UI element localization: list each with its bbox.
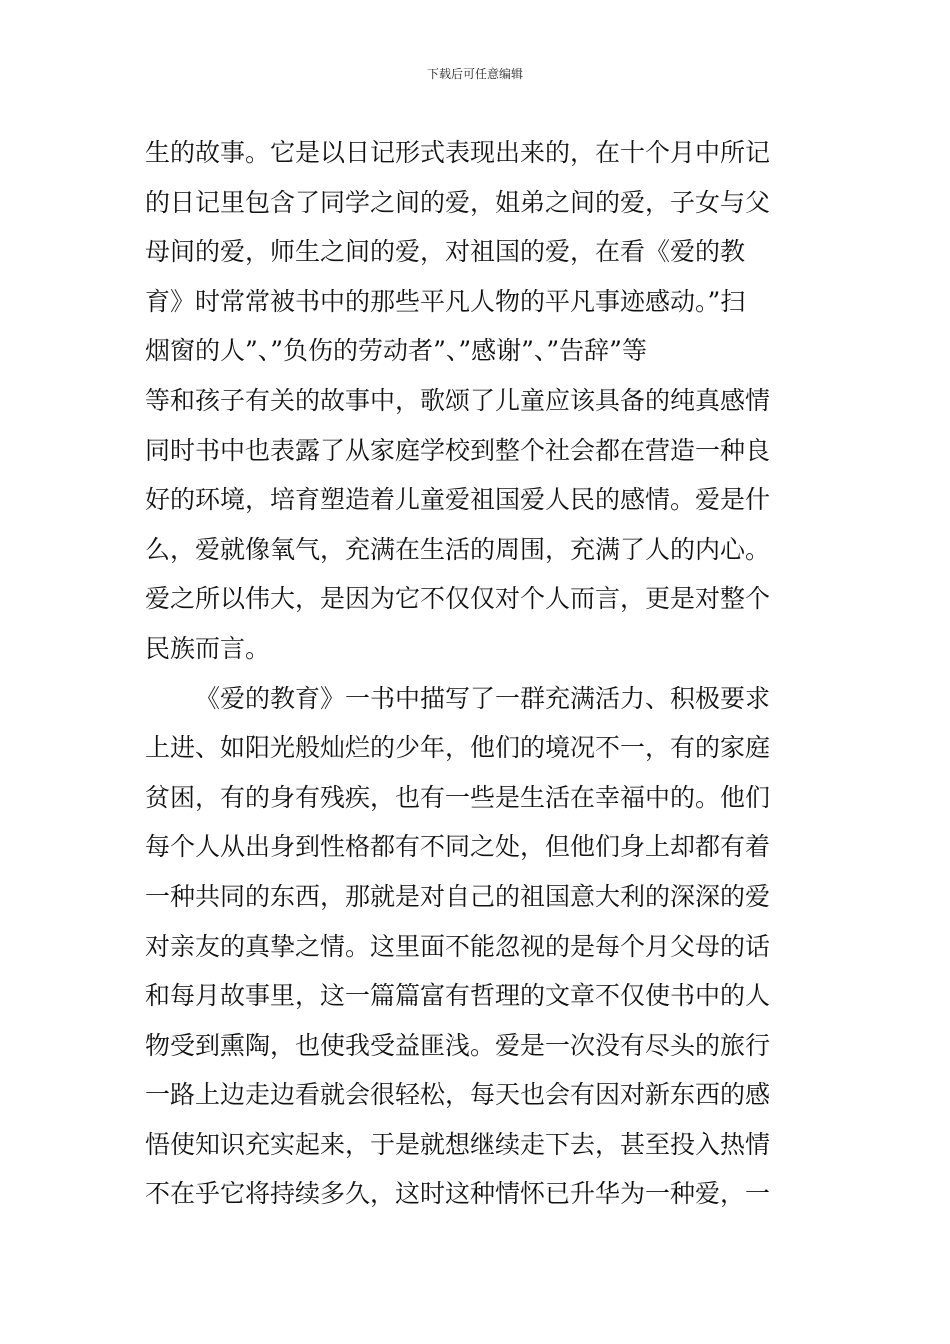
paragraph-2 xyxy=(145,674,809,1220)
text-line: 爱之所以伟大，是因为它不仅仅对个人而言，更是对整个 xyxy=(145,584,771,614)
text-line: 等和孩子有关的故事中，歌颂了儿童应该具备的纯真感情 xyxy=(145,385,771,415)
text-line: 烟窗的人”、”负伤的劳动者”、”感谢”、”告辞”等 xyxy=(145,336,647,366)
text-line: 不在乎它将持续多久，这时这种情怀已升华为一种爱，一 xyxy=(145,1179,771,1209)
text-line: 育》时常常被书中的那些平凡人物的平凡事迹感动。”扫 xyxy=(145,286,746,316)
document-body xyxy=(145,128,809,1219)
text-line: 物受到熏陶，也使我受益匪浅。爱是一次没有尽头的旅行 xyxy=(145,1030,771,1060)
text-line: 每个人从出身到性格都有不同之处，但他们身上却都有着 xyxy=(145,832,771,862)
text-line-indented: 《爱的教育》一书中描写了一群充满活力、积极要求 xyxy=(195,683,771,713)
text-line: 对亲友的真挚之情。这里面不能忽视的是每个月父母的话 xyxy=(145,931,771,961)
paragraph-1 xyxy=(145,128,809,674)
page-header-note: 下载后可任意编辑 xyxy=(426,67,523,81)
text-line: 同时书中也表露了从家庭学校到整个社会都在营造一种良 xyxy=(145,435,771,465)
text-line: 悟使知识充实起来，于是就想继续走下去，甚至投入热情 xyxy=(145,1129,771,1159)
text-line: 生的故事。它是以日记形式表现出来的，在十个月中所记 xyxy=(145,138,771,167)
text-line: 母间的爱，师生之间的爱，对祖国的爱，在看《爱的教 xyxy=(145,237,746,267)
text-line: 么，爱就像氧气，充满在生活的周围，充满了人的内心。 xyxy=(145,534,771,564)
text-line: 民族而言。 xyxy=(145,633,271,663)
text-line: 上进、如阳光般灿烂的少年，他们的境况不一，有的家庭 xyxy=(145,733,771,763)
text-line: 好的环境，培育塑造着儿童爱祖国爱人民的感情。爱是什 xyxy=(145,485,771,515)
text-line: 的日记里包含了同学之间的爱，姐弟之间的爱，子女与父 xyxy=(145,187,771,217)
text-line: 和每月故事里，这一篇篇富有哲理的文章不仅使书中的人 xyxy=(145,981,771,1011)
text-line: 一路上边走边看就会很轻松，每天也会有因对新东西的感 xyxy=(145,1080,771,1110)
text-line: 贫困，有的身有残疾，也有一些是生活在幸福中的。他们 xyxy=(145,782,771,812)
text-line: 一种共同的东西，那就是对自己的祖国意大利的深深的爱 xyxy=(145,881,771,911)
